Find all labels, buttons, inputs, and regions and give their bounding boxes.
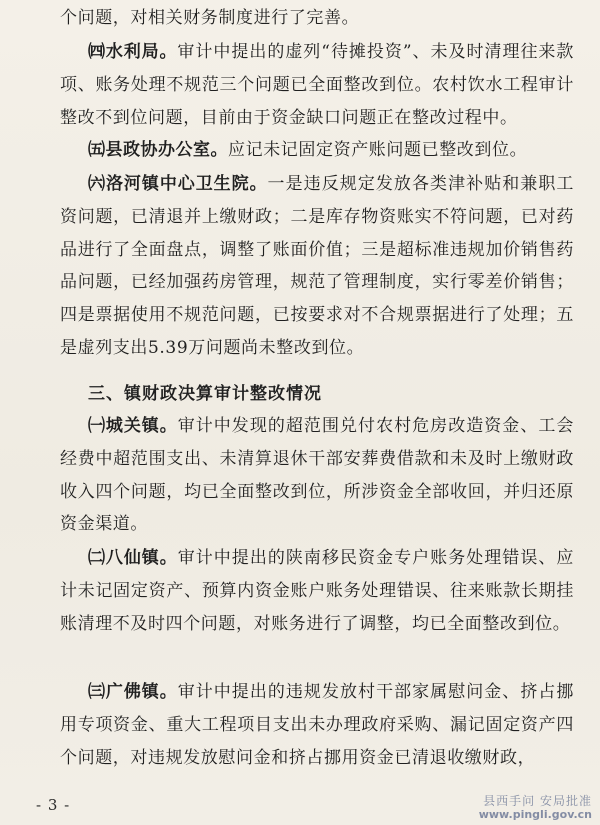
paragraph-guangfo-town [60,676,574,774]
page-number: - 3 - [36,796,71,814]
paragraph-water-bureau [60,36,574,134]
section-text-luohe-health-center: 一是违反规定发放各类津补贴和兼职工资问题，已清退并上缴财政；二是库存物资账实不符问题，已对药品进行了全面盘点，调整了账面价值；三是超标准违规加价销售药品问题，已经加强药房管理，规范了管理制度，实行零差价销售；四是票据使用不规范问题，已按要求对不合规票据进行了处理；五是虚列支出5.39万问题尚未整改到位。 [60,174,575,358]
section-lead-luohe-health-center: ㈥洛河镇中心卫生院。 [88,174,268,194]
paragraph-luohe-health-center [60,168,574,365]
section-lead-chengguan-town: ㈠城关镇。 [88,416,178,436]
section-text-guangfo-town: 审计中提出的违规发放村干部家属慰问金、挤占挪用专项资金、重大工程项目支出未办理政府采购、漏记固定资产四个问题，对违规发放慰问金和挤占挪用资金已清退收缴财政， [60,682,575,768]
section-text-water-bureau: 审计中提出的虚列“待摊投资”、未及时清理往来款项、账务处理不规范三个问题已全面整改到位。农村饮水工程审计整改不到位问题，目前由于资金缺口问题正在整改过程中。 [60,42,575,128]
paragraph-continuation: 个问题，对相关财务制度进行了完善。 [60,8,360,28]
section-text-chengguan-town: 审计中发现的超范围兑付农村危房改造资金、工会经费中超范围支出、未清算退休干部安葬费借款和未及时上缴财政收入四个问题，均已全面整改到位，所涉资金全部收回，并归还原资金渠道。 [60,416,575,535]
section-text-cppcc-office: 应记未记固定资产账问题已整改到位。 [228,140,528,160]
section-lead-cppcc-office: ㈤县政协办公室。 [88,140,228,160]
watermark-site-name: 县西手问 安局批准 [483,794,592,808]
section-lead-water-bureau: ㈣水利局。 [88,42,178,62]
paragraph-cppcc-office [60,134,574,167]
paragraph-baxian-town [60,542,574,640]
paragraph-chengguan-town [60,410,574,541]
section-text-baxian-town: 审计中提出的陕南移民资金专户账务处理错误、应计未记固定资产、预算内资金账户账务处理错误、往来账款长期挂账清理不及时四个问题，对账务进行了调整，均已全面整改到位。 [60,548,575,634]
section-heading-town-audit: 三、镇财政决算审计整改情况 [88,384,322,404]
watermark [479,794,592,821]
section-lead-guangfo-town: ㈢广佛镇。 [88,682,178,702]
section-lead-baxian-town: ㈡八仙镇。 [88,548,178,568]
watermark-url: www.pingli.gov.cn [478,808,592,821]
